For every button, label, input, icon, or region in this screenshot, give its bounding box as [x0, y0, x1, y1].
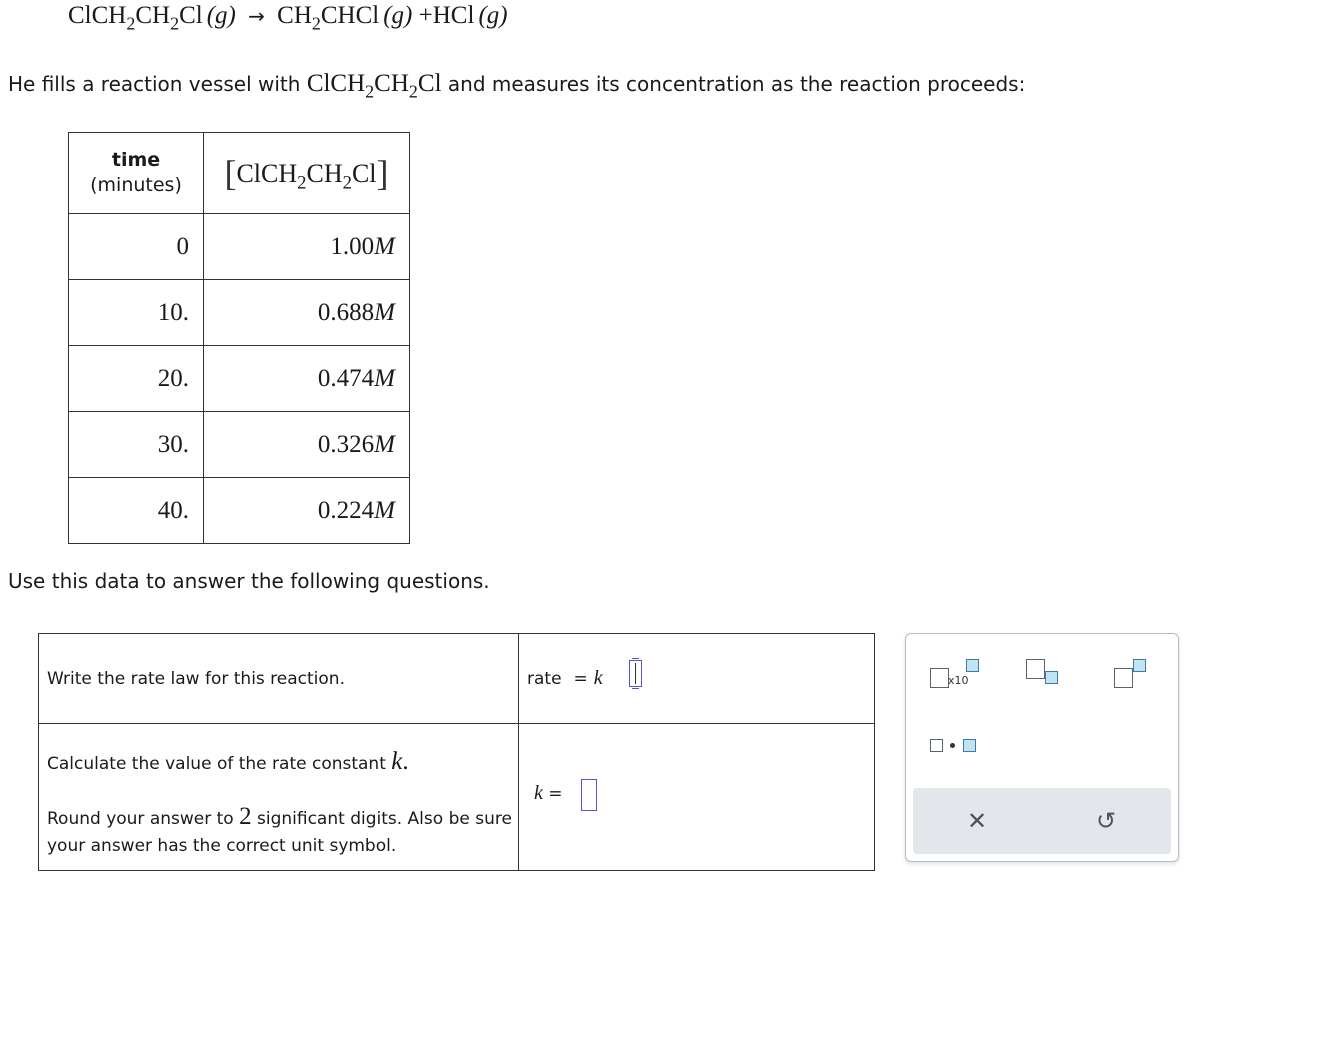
- rate-constant-input[interactable]: [581, 779, 597, 811]
- dot-icon: [950, 743, 955, 748]
- scientific-notation-button[interactable]: x10: [926, 656, 982, 690]
- instruction-text: Use this data to answer the following questions.: [8, 569, 490, 593]
- undo-icon[interactable]: ↺: [1095, 807, 1117, 835]
- reaction-equation: [68, 2, 508, 34]
- plus-sign: +: [418, 2, 433, 29]
- base-box-icon: [1026, 659, 1045, 679]
- concentration-table: [68, 132, 410, 544]
- product-2-phase: (g): [478, 2, 508, 29]
- reactant: $ClCH_2CH_2Cl$: [68, 2, 203, 34]
- intro-text: He fills a reaction vessel with $ClCH_2CH_2Cl$ and measures its concentration as the reaction proceeds:: [8, 70, 1026, 102]
- right-box-icon: [963, 739, 976, 752]
- superscript-button[interactable]: [1110, 656, 1154, 690]
- product-2: HCl: [432, 2, 475, 29]
- rate-law-prompt: Write the rate law for this reaction.: [47, 669, 345, 689]
- time-cell: 40.: [69, 478, 204, 544]
- conc-cell: 0.474M: [204, 346, 410, 412]
- time-cell: 0: [69, 214, 204, 280]
- action-bar: [913, 788, 1171, 854]
- question-table: [38, 633, 875, 871]
- conc-cell: 1.00M: [204, 214, 410, 280]
- base-box-icon: [930, 668, 949, 688]
- math-tool-palette: [905, 633, 1179, 862]
- rate-label: rate = k: [527, 667, 603, 689]
- table-row: [69, 280, 410, 346]
- k-label: k =: [534, 782, 563, 804]
- superscript-box-icon: [1133, 659, 1146, 672]
- time-cell: 30.: [69, 412, 204, 478]
- time-cell: 10.: [69, 280, 204, 346]
- product-1-phase: (g): [383, 2, 413, 29]
- header-time: time (minutes): [69, 133, 204, 214]
- table-row: [69, 346, 410, 412]
- conc-cell: 0.326M: [204, 412, 410, 478]
- table-row: [69, 412, 410, 478]
- conc-cell: 0.688M: [204, 280, 410, 346]
- intro-chem: $ClCH_2CH_2Cl$: [306, 70, 442, 102]
- subscript-button[interactable]: [1022, 656, 1066, 690]
- table-row: [69, 478, 410, 544]
- product-1: $CH_2CHCl$: [277, 2, 380, 34]
- rate-constant-prompt: Calculate the value of the rate constant k.: [47, 748, 409, 775]
- exponent-box-icon: [966, 659, 979, 672]
- clear-icon[interactable]: ✕: [966, 807, 988, 835]
- question-row-rate-constant: [39, 724, 874, 870]
- subscript-box-icon: [1045, 671, 1058, 684]
- reaction-arrow-icon: →: [248, 4, 265, 28]
- text-cursor: [635, 663, 636, 684]
- rounding-instruction: Round your answer to 2 significant digits. Also be sure your answer has the correct unit symbol.: [47, 803, 512, 856]
- rate-law-input[interactable]: [629, 660, 642, 687]
- reactant-phase: (g): [206, 2, 236, 29]
- multiply-dot-button[interactable]: [926, 734, 982, 758]
- base-box-icon: [1114, 668, 1133, 688]
- question-row-rate-law: [39, 634, 874, 724]
- time-cell: 20.: [69, 346, 204, 412]
- conc-cell: 0.224M: [204, 478, 410, 544]
- table-row: [69, 214, 410, 280]
- left-box-icon: [930, 739, 943, 752]
- header-concentration: $[ClCH_2CH_2Cl]$: [204, 133, 410, 214]
